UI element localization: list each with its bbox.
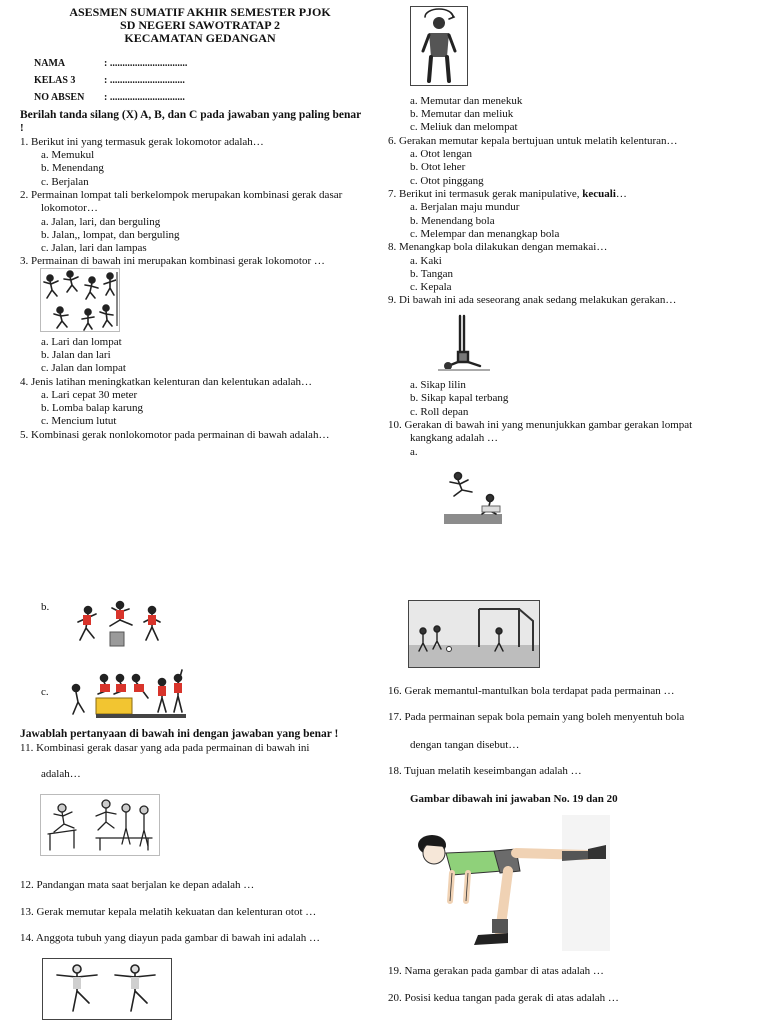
q6-option-c[interactable]: c. Otot pinggang: [410, 175, 484, 187]
q10-option-c[interactable]: c.: [41, 686, 49, 698]
q3-option-c[interactable]: c. Jalan dan lompat: [41, 362, 126, 374]
jump-over-box-figure: [72, 600, 172, 654]
q9-option-b[interactable]: b. Sikap kapal terbang: [410, 392, 509, 404]
q20-text: 20. Posisi kedua tangan pada gerak di atas adalah …: [388, 992, 619, 1004]
q10-text: 10. Gerakan di bawah ini yang menunjukkan gambar gerakan lompat: [388, 419, 693, 431]
q1-text: 1. Berikut ini yang termasuk gerak lokomotor adalah…: [20, 136, 264, 148]
hurdle-children-figure: [40, 794, 160, 856]
nama-label: NAMA: [34, 58, 66, 69]
q1-option-c[interactable]: c. Berjalan: [41, 176, 89, 188]
q11-text-cont: adalah…: [41, 768, 81, 780]
q3-option-a[interactable]: a. Lari dan lompat: [41, 336, 122, 348]
q16-text: 16. Gerak memantul-mantulkan bola terdapat pada permainan …: [388, 685, 675, 697]
q19-text: 19. Nama gerakan pada gambar di atas adalah …: [388, 965, 604, 977]
absen-field[interactable]: : ..............................: [104, 92, 185, 103]
section1-instruction: Berilah tanda silang (X) A, B, dan C pada jawaban yang paling benar: [20, 109, 362, 121]
section2-instruction: Jawablah pertanyaan di bawah ini dengan jawaban yang benar !: [20, 728, 339, 740]
q2-option-a[interactable]: a. Jalan, lari, dan berguling: [41, 216, 161, 228]
absen-label: NO ABSEN: [34, 92, 85, 103]
q13-text: 13. Gerak memutar kepala melatih kekuatan dan kelenturan otot …: [20, 906, 317, 918]
nama-field[interactable]: : ...............................: [104, 58, 188, 69]
q5-option-a[interactable]: a. Memutar dan menekuk: [410, 95, 523, 107]
q5-text: 5. Kombinasi gerak nonlokomotor pada permainan di bawah adalah…: [20, 429, 330, 441]
q4-option-a[interactable]: a. Lari cepat 30 meter: [41, 389, 138, 401]
head-rotation-figure: [410, 6, 468, 86]
q12-text: 12. Pandangan mata saat berjalan ke depan adalah …: [20, 879, 255, 891]
q2-option-c[interactable]: c. Jalan, lari dan lampas: [41, 242, 147, 254]
q10-option-b[interactable]: b.: [41, 601, 50, 613]
q5-option-b[interactable]: b. Memutar dan meliuk: [410, 108, 514, 120]
title-line1: ASESMEN SUMATIF AKHIR SEMESTER PJOK: [69, 5, 331, 19]
q11-text: 11. Kombinasi gerak dasar yang ada pada permainan di bawah ini: [20, 742, 310, 754]
q8-text: 8. Menangkap bola dilakukan dengan memakai…: [388, 241, 608, 253]
q14-text: 14. Anggota tubuh yang diayun pada gambar di bawah ini adalah …: [20, 932, 320, 944]
q4-option-c[interactable]: c. Mencium lutut: [41, 415, 117, 427]
leapfrog-box-figure: [68, 664, 188, 720]
q17-text-cont: dengan tangan disebut…: [410, 739, 520, 751]
q3-option-b[interactable]: b. Jalan dan lari: [41, 349, 111, 361]
q6-text: 6. Gerakan memutar kepala bertujuan untuk melatih kelenturan…: [388, 135, 678, 147]
q10-option-a[interactable]: a.: [410, 446, 418, 458]
long-jump-figure: [442, 470, 504, 526]
q10-text-cont: kangkang adalah …: [410, 432, 498, 444]
football-goal-photo: [408, 600, 540, 668]
q9-option-c[interactable]: c. Roll depan: [410, 406, 469, 418]
q7-option-c[interactable]: c. Melempar dan menangkap bola: [410, 228, 560, 240]
q9-option-a[interactable]: a. Sikap lilin: [410, 379, 466, 391]
q17-text: 17. Pada permainan sepak bola pemain yang boleh menyentuh bola: [388, 711, 685, 723]
q3-text: 3. Permainan di bawah ini merupakan kombinasi gerak lokomotor …: [20, 255, 325, 267]
q7-text: 7. Berikut ini termasuk gerak manipulative, kecuali…: [388, 188, 627, 200]
section1-instruction-end: !: [20, 122, 24, 134]
q4-text: 4. Jenis latihan meningkatkan kelenturan dan kelentukan adalah…: [20, 376, 313, 388]
q7-option-a[interactable]: a. Berjalan maju mundur: [410, 201, 520, 213]
q8-option-b[interactable]: b. Tangan: [410, 268, 454, 280]
q7-option-b[interactable]: b. Menendang bola: [410, 215, 495, 227]
q2-text-cont: lokomotor…: [41, 202, 98, 214]
q4-option-b[interactable]: b. Lomba balap karung: [41, 402, 144, 414]
q8-option-c[interactable]: c. Kepala: [410, 281, 452, 293]
kelas-label: KELAS 3: [34, 75, 76, 86]
q18-text: 18. Tujuan melatih keseimbangan adalah …: [388, 765, 582, 777]
q6-option-b[interactable]: b. Otot leher: [410, 161, 466, 173]
q1-option-b[interactable]: b. Menendang: [41, 162, 104, 174]
children-running-figure: [40, 268, 120, 332]
q6-option-a[interactable]: a. Otot lengan: [410, 148, 473, 160]
q5-option-c[interactable]: c. Meliuk dan melompat: [410, 121, 518, 133]
q8-option-a[interactable]: a. Kaki: [410, 255, 442, 267]
shoulder-stand-figure: [434, 312, 494, 372]
leg-swing-figure: [42, 958, 172, 1020]
balance-girl-figure: [412, 815, 610, 951]
title-line3: KECAMATAN GEDANGAN: [124, 31, 276, 45]
q1-option-a[interactable]: a. Memukul: [41, 149, 95, 161]
image-note: Gambar dibawah ini jawaban No. 19 dan 20: [410, 793, 618, 805]
q9-text: 9. Di bawah ini ada seseorang anak sedang melakukan gerakan…: [388, 294, 677, 306]
title-line2: SD NEGERI SAWOTRATAP 2: [120, 18, 280, 32]
q2-option-b[interactable]: b. Jalan,, lompat, dan berguling: [41, 229, 180, 241]
q2-text: 2. Permainan lompat tali berkelompok merupakan kombinasi gerak dasar: [20, 189, 343, 201]
kelas-field[interactable]: : ..............................: [104, 75, 185, 86]
